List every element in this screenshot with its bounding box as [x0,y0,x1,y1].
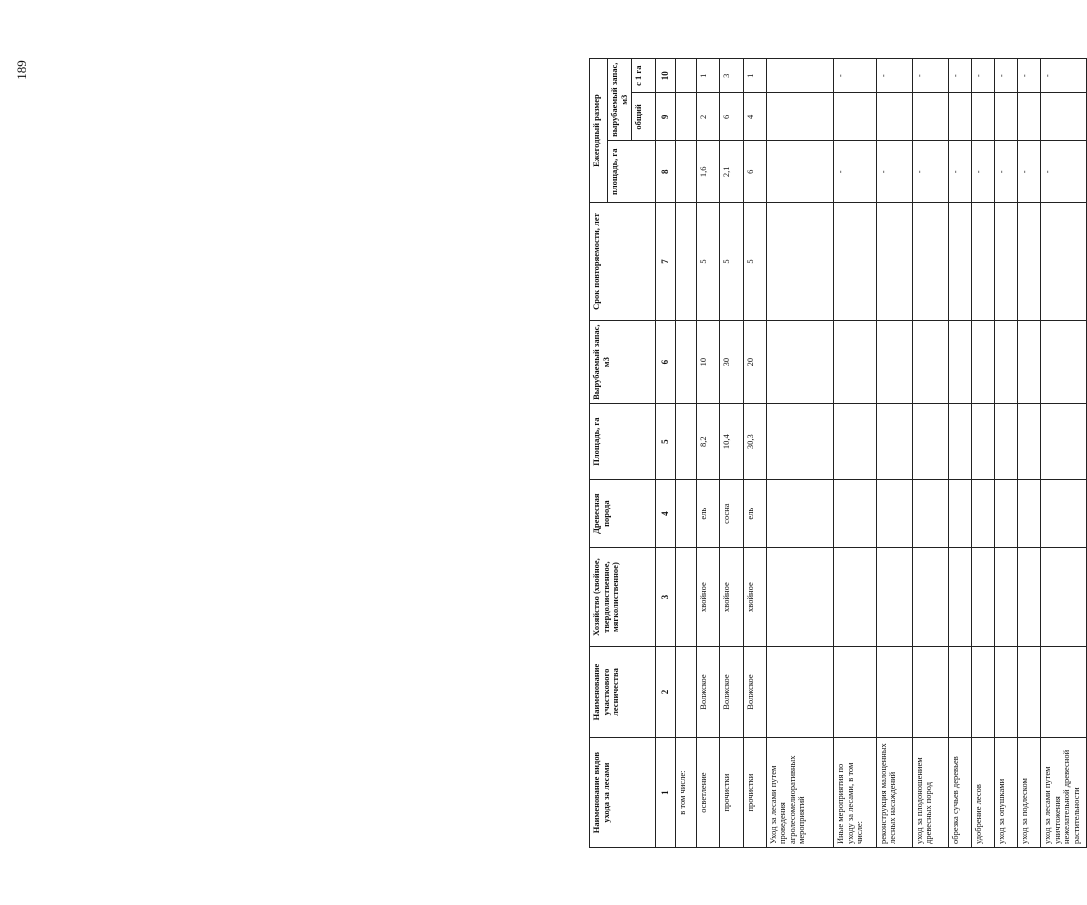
table-row [766,59,834,848]
header-species: Древесная порода [590,479,656,548]
table-cell [994,548,1017,646]
table-cell [834,93,876,141]
table-cell [834,548,876,646]
header-annual-volume: вырубаемый запас, м3 [608,59,632,141]
forest-care-table [589,58,1087,848]
table-cell: 4 [743,93,766,141]
column-number: 10 [656,59,676,93]
table-cell [834,404,876,479]
row-label-cell: удобрение лесов [971,738,994,848]
table-cell [876,320,912,403]
rotated-table-container [589,58,1087,848]
table-cell: - [994,141,1017,203]
header-annual-size: Ежегодный размер [590,59,608,203]
table-cell [1041,548,1087,646]
table-cell [1018,320,1041,403]
table-cell [834,479,876,548]
table-cell [912,404,948,479]
table-cell [948,548,971,646]
table-cell: - [971,59,994,93]
table-row [948,59,971,848]
table-cell: - [1018,141,1041,203]
table-cell [876,548,912,646]
table-cell [948,646,971,737]
table-cell [971,203,994,321]
table-cell [1041,646,1087,737]
table-cell [1041,320,1087,403]
table-cell [971,320,994,403]
header-repeat-period: Срок повторяемости, лет [590,203,656,321]
header-area: Площадь, га [590,404,656,479]
table-row [912,59,948,848]
table-body [676,59,1087,848]
column-number: 8 [656,141,676,203]
header-economy: Хозяйство (хвойное, твердолиственное, мягколиственное) [590,548,656,646]
table-cell [834,320,876,403]
table-cell: хвойное [697,548,720,646]
table-cell [766,479,834,548]
table-cell: Волжское [720,646,743,737]
row-label-cell: Уход за лесами путем проведения агролесомелиоративных мероприятий [766,738,834,848]
table-cell: - [1041,141,1087,203]
column-numbers-row [656,59,676,848]
table-cell [1018,479,1041,548]
table-row [1041,59,1087,848]
row-label-cell: уход за подлеском [1018,738,1041,848]
table-cell [766,203,834,321]
page-number: 189 [14,60,29,80]
table-cell [876,479,912,548]
header-volume-total: общий [632,93,656,141]
table-cell [912,203,948,321]
row-label-cell: прочистки [720,738,743,848]
table-cell [766,93,834,141]
table-cell: 3 [720,59,743,93]
header-felled-volume: Вырубаемый запас, м3 [590,320,656,403]
row-label-cell: реконструкция малоценных лесных насаждений [876,738,912,848]
table-cell [948,93,971,141]
column-number: 7 [656,203,676,321]
table-cell: 1,6 [697,141,720,203]
table-cell: хвойное [720,548,743,646]
table-cell [1018,646,1041,737]
table-cell: 10 [697,320,720,403]
table-cell [912,646,948,737]
column-number: 9 [656,93,676,141]
column-number: 3 [656,548,676,646]
table-cell [994,93,1017,141]
table-cell [971,93,994,141]
table-cell [766,646,834,737]
table-cell [1041,203,1087,321]
table-cell [994,404,1017,479]
table-cell [994,320,1017,403]
table-cell [1018,93,1041,141]
table-cell [676,548,697,646]
table-cell: хвойное [743,548,766,646]
table-cell: - [876,141,912,203]
table-row [834,59,876,848]
table-cell [994,479,1017,548]
table-cell: - [948,141,971,203]
row-label-cell: уход за лесами путем уничтожения нежелательной древесной растительности [1041,738,1087,848]
column-number: 6 [656,320,676,403]
table-row [743,59,766,848]
table-cell [1041,93,1087,141]
table-cell [912,548,948,646]
table-cell: 6 [720,93,743,141]
table-cell: 2 [697,93,720,141]
row-label-cell: Иные мероприятия по уходу за лесами, в том числе: [834,738,876,848]
table-row [994,59,1017,848]
table-cell [676,203,697,321]
table-cell: 30,3 [743,404,766,479]
table-cell [676,93,697,141]
column-number: 1 [656,738,676,848]
table-cell [994,203,1017,321]
table-cell: Волжское [697,646,720,737]
table-cell: 5 [697,203,720,321]
table-cell [971,479,994,548]
row-label-cell: обрезка сучьев деревьев [948,738,971,848]
table-cell [1041,404,1087,479]
table-cell [834,646,876,737]
table-cell [948,320,971,403]
table-row [697,59,720,848]
table-row [676,59,697,848]
table-cell [948,404,971,479]
table-cell [971,646,994,737]
table-cell: ель [697,479,720,548]
table-row [1018,59,1041,848]
table-cell [948,479,971,548]
column-number: 2 [656,646,676,737]
table-cell [912,93,948,141]
table-row [971,59,994,848]
header-annual-area: площадь, га [608,141,656,203]
table-cell [676,59,697,93]
table-cell [766,548,834,646]
table-cell [766,320,834,403]
table-cell: сосна [720,479,743,548]
table-cell: - [994,59,1017,93]
table-cell [876,203,912,321]
table-cell: 1 [743,59,766,93]
table-cell: 10,4 [720,404,743,479]
row-label-cell: в том числе: [676,738,697,848]
table-cell [1041,479,1087,548]
table-cell [876,93,912,141]
table-cell [834,203,876,321]
table-cell [1018,203,1041,321]
table-cell: - [912,141,948,203]
table-cell: 20 [743,320,766,403]
header-forestry: Наименование участкового лесничества [590,646,656,737]
table-cell: - [834,59,876,93]
table-cell: - [1041,59,1087,93]
table-cell [676,320,697,403]
table-cell [912,320,948,403]
table-cell: - [834,141,876,203]
table-cell [676,479,697,548]
table-cell: 5 [743,203,766,321]
table-cell: - [971,141,994,203]
table-cell [766,404,834,479]
header-volume-per-ha: с 1 га [632,59,656,93]
table-cell: 2,1 [720,141,743,203]
table-cell [912,479,948,548]
table-cell [876,404,912,479]
column-number: 5 [656,404,676,479]
table-cell: 30 [720,320,743,403]
table-cell: Волжское [743,646,766,737]
table-cell [766,141,834,203]
table-cell: 5 [720,203,743,321]
table-cell [676,141,697,203]
table-cell [876,646,912,737]
table-cell [676,646,697,737]
column-number: 4 [656,479,676,548]
table-cell [971,404,994,479]
table-cell [994,646,1017,737]
table-cell [766,59,834,93]
table-cell [1018,404,1041,479]
row-label-cell: прочистки [743,738,766,848]
table-cell [948,203,971,321]
row-label-cell: осветление [697,738,720,848]
table-cell: - [912,59,948,93]
row-label-cell: уход за плодоношением древесных пород [912,738,948,848]
table-cell: - [876,59,912,93]
table-cell: ель [743,479,766,548]
header-work-type: Наименование видов ухода за лесами [590,738,656,848]
table-row [720,59,743,848]
table-cell: 6 [743,141,766,203]
table-cell [1018,548,1041,646]
table-cell: 1 [697,59,720,93]
row-label-cell: уход за опушками [994,738,1017,848]
table-cell [676,404,697,479]
table-cell: 8,2 [697,404,720,479]
table-row [876,59,912,848]
table-cell: - [948,59,971,93]
table-cell: - [1018,59,1041,93]
table-cell [971,548,994,646]
